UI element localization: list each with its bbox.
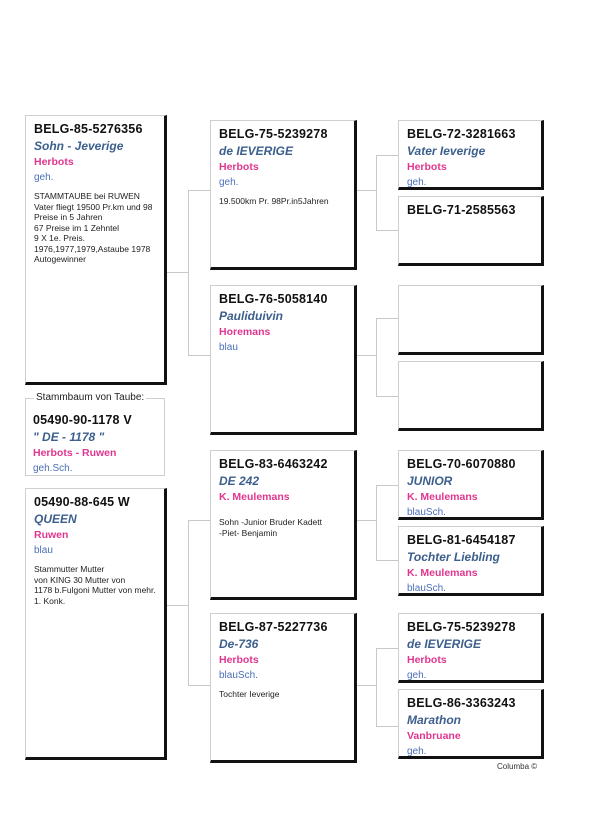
dd-dam-card: [398, 689, 544, 759]
pigeon-name: de IEVERIGE: [407, 637, 482, 651]
connector-line: [188, 685, 210, 686]
sd-sire-card: [398, 285, 544, 355]
color: blauSch.: [219, 670, 258, 681]
ds-sire-card: [398, 450, 544, 520]
ss-dam-card: [398, 196, 544, 266]
connector-line: [188, 190, 189, 355]
color: geh.: [407, 177, 427, 188]
connector-line: [376, 396, 398, 397]
ring-number: 05490-88-645 W: [34, 495, 130, 509]
dam-sire-card: [210, 450, 357, 600]
connector-line: [376, 318, 398, 319]
sire-sire-card: [210, 120, 357, 270]
ring-number: BELG-71-2585563: [407, 203, 516, 217]
sire-card: [25, 115, 167, 385]
breeder: Horemans: [219, 326, 271, 338]
pigeon-name: Tochter Liebling: [407, 550, 500, 564]
breeder: Vanbruane: [407, 730, 461, 742]
pigeon-name: JUNIOR: [407, 474, 453, 488]
pigeon-name: Sohn - Jeverige: [34, 139, 124, 153]
pigeon-name: Marathon: [407, 713, 461, 727]
connector-line: [376, 648, 377, 726]
ring-number: BELG-85-5276356: [34, 122, 143, 136]
connector-line: [166, 605, 188, 606]
color: blau: [219, 342, 238, 353]
color: blau: [34, 545, 53, 556]
connector-line: [356, 355, 376, 356]
breeder: Herbots: [219, 161, 259, 173]
ring-number: BELG-87-5227736: [219, 620, 328, 634]
breeder: Herbots - Ruwen: [33, 447, 117, 459]
color: blauSch.: [407, 583, 446, 594]
connector-line: [188, 520, 189, 685]
breeder: Herbots: [407, 654, 447, 666]
color: blauSch.: [407, 507, 446, 518]
pigeon-name: QUEEN: [34, 512, 77, 526]
color: geh.: [407, 670, 427, 681]
subject-card: [25, 392, 165, 476]
pigeon-name: Pauliduivin: [219, 309, 284, 323]
dd-sire-card: [398, 613, 544, 683]
connector-line: [356, 520, 376, 521]
pigeon-name: de IEVERIGE: [219, 144, 294, 158]
connector-line: [166, 272, 188, 273]
breeder: Herbots: [34, 156, 74, 168]
pigeon-name: De-736: [219, 637, 259, 651]
ring-number: BELG-72-3281663: [407, 127, 516, 141]
pigeon-name: " DE - 1178 ": [33, 430, 105, 444]
connector-line: [376, 155, 398, 156]
color: geh.Sch.: [33, 463, 73, 474]
connector-line: [356, 190, 376, 191]
ring-number: BELG-86-3363243: [407, 696, 516, 710]
ring-number: BELG-83-6463242: [219, 457, 328, 471]
breeder: Herbots: [219, 654, 259, 666]
pigeon-name: Vater Ieverige: [407, 144, 486, 158]
breeder: Ruwen: [34, 529, 69, 541]
connector-line: [376, 485, 377, 560]
ring-number: 05490-90-1178 V: [33, 413, 132, 427]
ring-number: BELG-75-5239278: [219, 127, 328, 141]
ring-number: BELG-81-6454187: [407, 533, 516, 547]
footer-credit: Columba ©: [497, 762, 538, 771]
connector-line: [376, 230, 398, 231]
connector-line: [188, 190, 210, 191]
subject-label: Stammbaum von Taube:: [36, 392, 145, 403]
breeder: K. Meulemans: [219, 491, 290, 503]
ring-number: BELG-76-5058140: [219, 292, 328, 306]
connector-line: [376, 155, 377, 230]
color: geh.: [407, 746, 427, 757]
breeder: Herbots: [407, 161, 447, 173]
color: geh.: [219, 177, 239, 188]
notes: STAMMTAUBE bei RUWEN Vater fliegt 19500 Pr.km und 98 Preise in 5 Jahren 67 Preise im 1 Zehntel 9 X 1e. Preis. 1976,1977,1979,Astaube 1978 Autogewinner: [34, 191, 153, 264]
ds-dam-card: [398, 526, 544, 596]
connector-line: [188, 520, 210, 521]
connector-line: [376, 318, 377, 396]
sd-dam-card: [398, 361, 544, 431]
notes: Stammutter Mutter von KING 30 Mutter von 1178 b.Fulgoni Mutter von mehr. 1. Konk.: [34, 564, 156, 606]
pigeon-name: DE 242: [219, 474, 260, 488]
connector-line: [356, 685, 376, 686]
notes: Sohn -Junior Bruder Kadett -Piet- Benjamin: [219, 517, 323, 538]
ring-number: BELG-70-6070880: [407, 457, 516, 471]
connector-line: [376, 648, 398, 649]
dam-dam-card: [210, 613, 357, 763]
breeder: K. Meulemans: [407, 491, 478, 503]
connector-line: [376, 485, 398, 486]
connector-line: [188, 355, 210, 356]
dam-card: [25, 488, 167, 760]
ring-number: BELG-75-5239278: [407, 620, 516, 634]
connector-line: [376, 726, 398, 727]
notes: Tochter Ieverige: [219, 689, 280, 699]
color: geh.: [34, 172, 54, 183]
connector-line: [376, 560, 398, 561]
sire-dam-card: [210, 285, 357, 435]
ss-sire-card: [398, 120, 544, 190]
notes: 19.500km Pr. 98Pr.in5Jahren: [219, 196, 329, 206]
breeder: K. Meulemans: [407, 567, 478, 579]
